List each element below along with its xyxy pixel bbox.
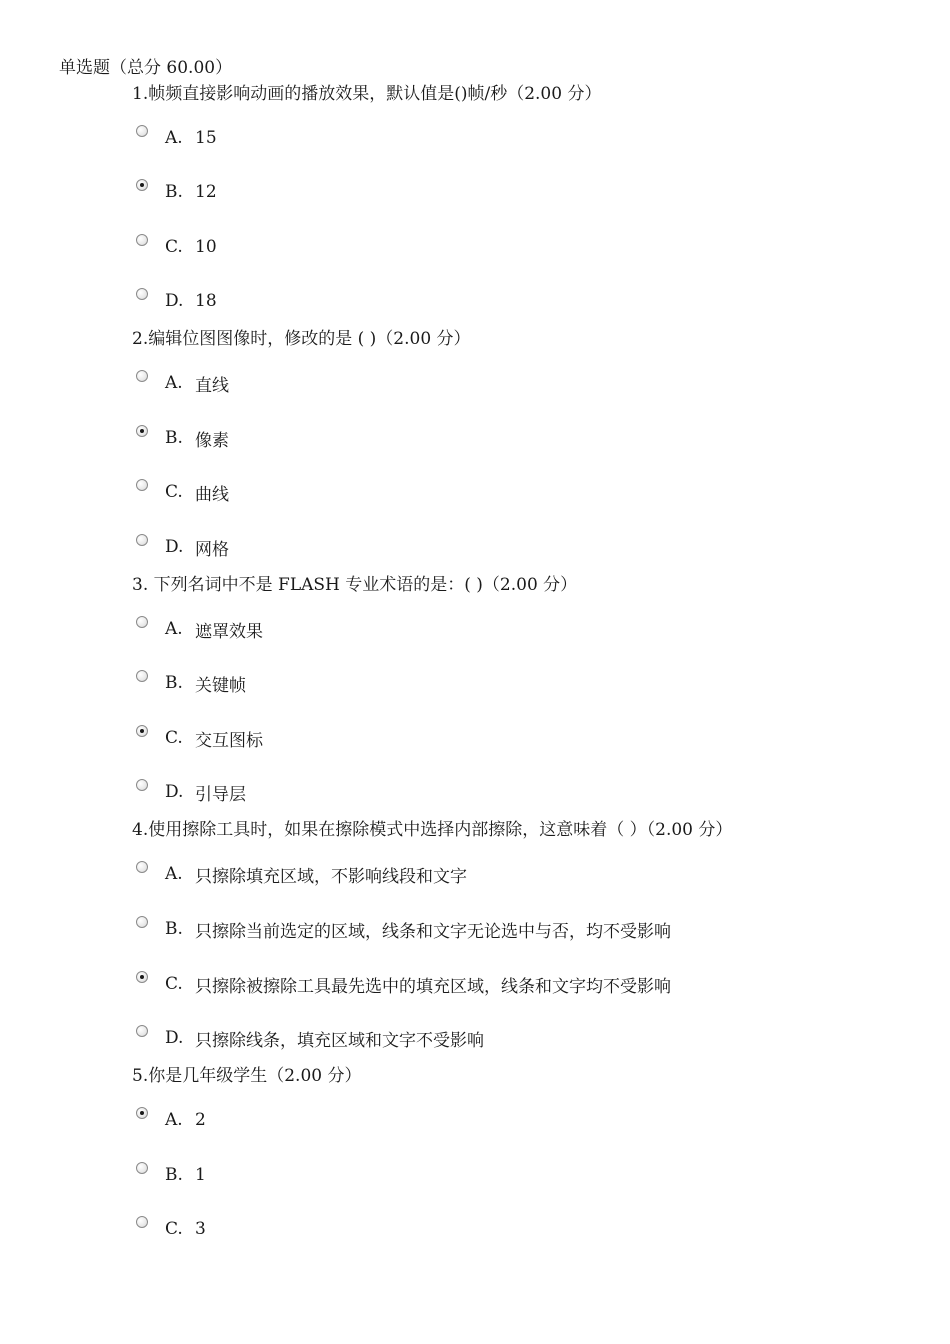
question-2-option-c[interactable] [136,480,229,504]
question-1-option-a[interactable] [136,126,217,150]
question-2-stem: 2.编辑位图图像时，修改的是 ( )（2.00 分） [132,329,471,349]
question-4-option-c[interactable] [136,972,671,996]
option-letter: B. [165,919,183,939]
option-text: 直线 [195,375,229,396]
option-text: 12 [195,182,217,202]
option-text: 引导层 [195,784,246,805]
option-text: 遮罩效果 [195,621,263,642]
option-text: 交互图标 [195,730,263,751]
radio-button[interactable] [136,479,148,491]
question-5-option-a[interactable] [136,1108,206,1132]
option-text: 10 [195,237,217,257]
radio-button[interactable] [136,916,148,928]
option-letter: C. [165,1219,183,1239]
question-1-option-c[interactable] [136,235,217,259]
radio-button[interactable] [136,1025,148,1037]
question-4-option-d[interactable] [136,1026,484,1050]
option-text: 关键帧 [195,675,246,696]
option-text: 1 [195,1165,206,1185]
radio-button[interactable] [136,616,148,628]
option-text: 只擦除线条，填充区域和文字不受影响 [195,1030,484,1051]
question-3-stem: 3. 下列名词中不是 FLASH 专业术语的是：( )（2.00 分） [132,575,578,595]
option-text: 网格 [195,539,229,560]
radio-button[interactable] [136,779,148,791]
radio-button[interactable] [136,534,148,546]
option-letter: B. [165,673,183,693]
option-text: 只擦除填充区域，不影响线段和文字 [195,866,467,887]
question-3-option-c[interactable] [136,726,263,750]
option-text: 2 [195,1110,206,1130]
question-4-stem: 4.使用擦除工具时，如果在擦除模式中选择内部擦除，这意味着（ ）（2.00 分） [132,820,733,840]
option-letter: A. [165,619,183,639]
question-5-option-c[interactable] [136,1217,206,1241]
radio-button[interactable] [136,234,148,246]
radio-button[interactable] [136,125,148,137]
option-text: 18 [195,291,217,311]
radio-button[interactable] [136,288,148,300]
radio-button[interactable] [136,1107,148,1119]
option-letter: B. [165,1165,183,1185]
option-text: 只擦除当前选定的区域，线条和文字无论选中与否，均不受影响 [195,921,671,942]
option-letter: C. [165,237,183,257]
option-text: 曲线 [195,484,229,505]
radio-button[interactable] [136,1216,148,1228]
question-1-option-b[interactable] [136,180,217,204]
option-letter: B. [165,182,183,202]
question-3-option-b[interactable] [136,671,246,695]
option-text: 15 [195,128,217,148]
section-title: 单选题（总分 60.00） [59,58,233,78]
question-4-option-a[interactable] [136,862,467,886]
radio-button[interactable] [136,971,148,983]
radio-button[interactable] [136,670,148,682]
question-3-option-a[interactable] [136,617,263,641]
option-letter: D. [165,537,184,557]
question-5-option-b[interactable] [136,1163,206,1187]
option-letter: D. [165,782,184,802]
question-1-stem: 1.帧频直接影响动画的播放效果，默认值是()帧/秒（2.00 分） [132,84,602,104]
question-2-option-a[interactable] [136,371,229,395]
radio-button[interactable] [136,861,148,873]
option-letter: A. [165,373,183,393]
option-letter: C. [165,482,183,502]
question-5-stem: 5.你是几年级学生（2.00 分） [132,1066,362,1086]
radio-button[interactable] [136,425,148,437]
option-letter: A. [165,864,183,884]
radio-button[interactable] [136,725,148,737]
option-letter: D. [165,1028,184,1048]
option-text: 只擦除被擦除工具最先选中的填充区域，线条和文字均不受影响 [195,976,671,997]
question-3-option-d[interactable] [136,780,246,804]
radio-button[interactable] [136,370,148,382]
radio-button[interactable] [136,179,148,191]
option-text: 像素 [195,430,229,451]
option-text: 3 [195,1219,206,1239]
radio-button[interactable] [136,1162,148,1174]
option-letter: D. [165,291,184,311]
question-2-option-d[interactable] [136,535,229,559]
option-letter: B. [165,428,183,448]
option-letter: A. [165,128,183,148]
question-1-option-d[interactable] [136,289,217,313]
question-2-option-b[interactable] [136,426,229,450]
option-letter: A. [165,1110,183,1130]
option-letter: C. [165,974,183,994]
option-letter: C. [165,728,183,748]
question-4-option-b[interactable] [136,917,671,941]
